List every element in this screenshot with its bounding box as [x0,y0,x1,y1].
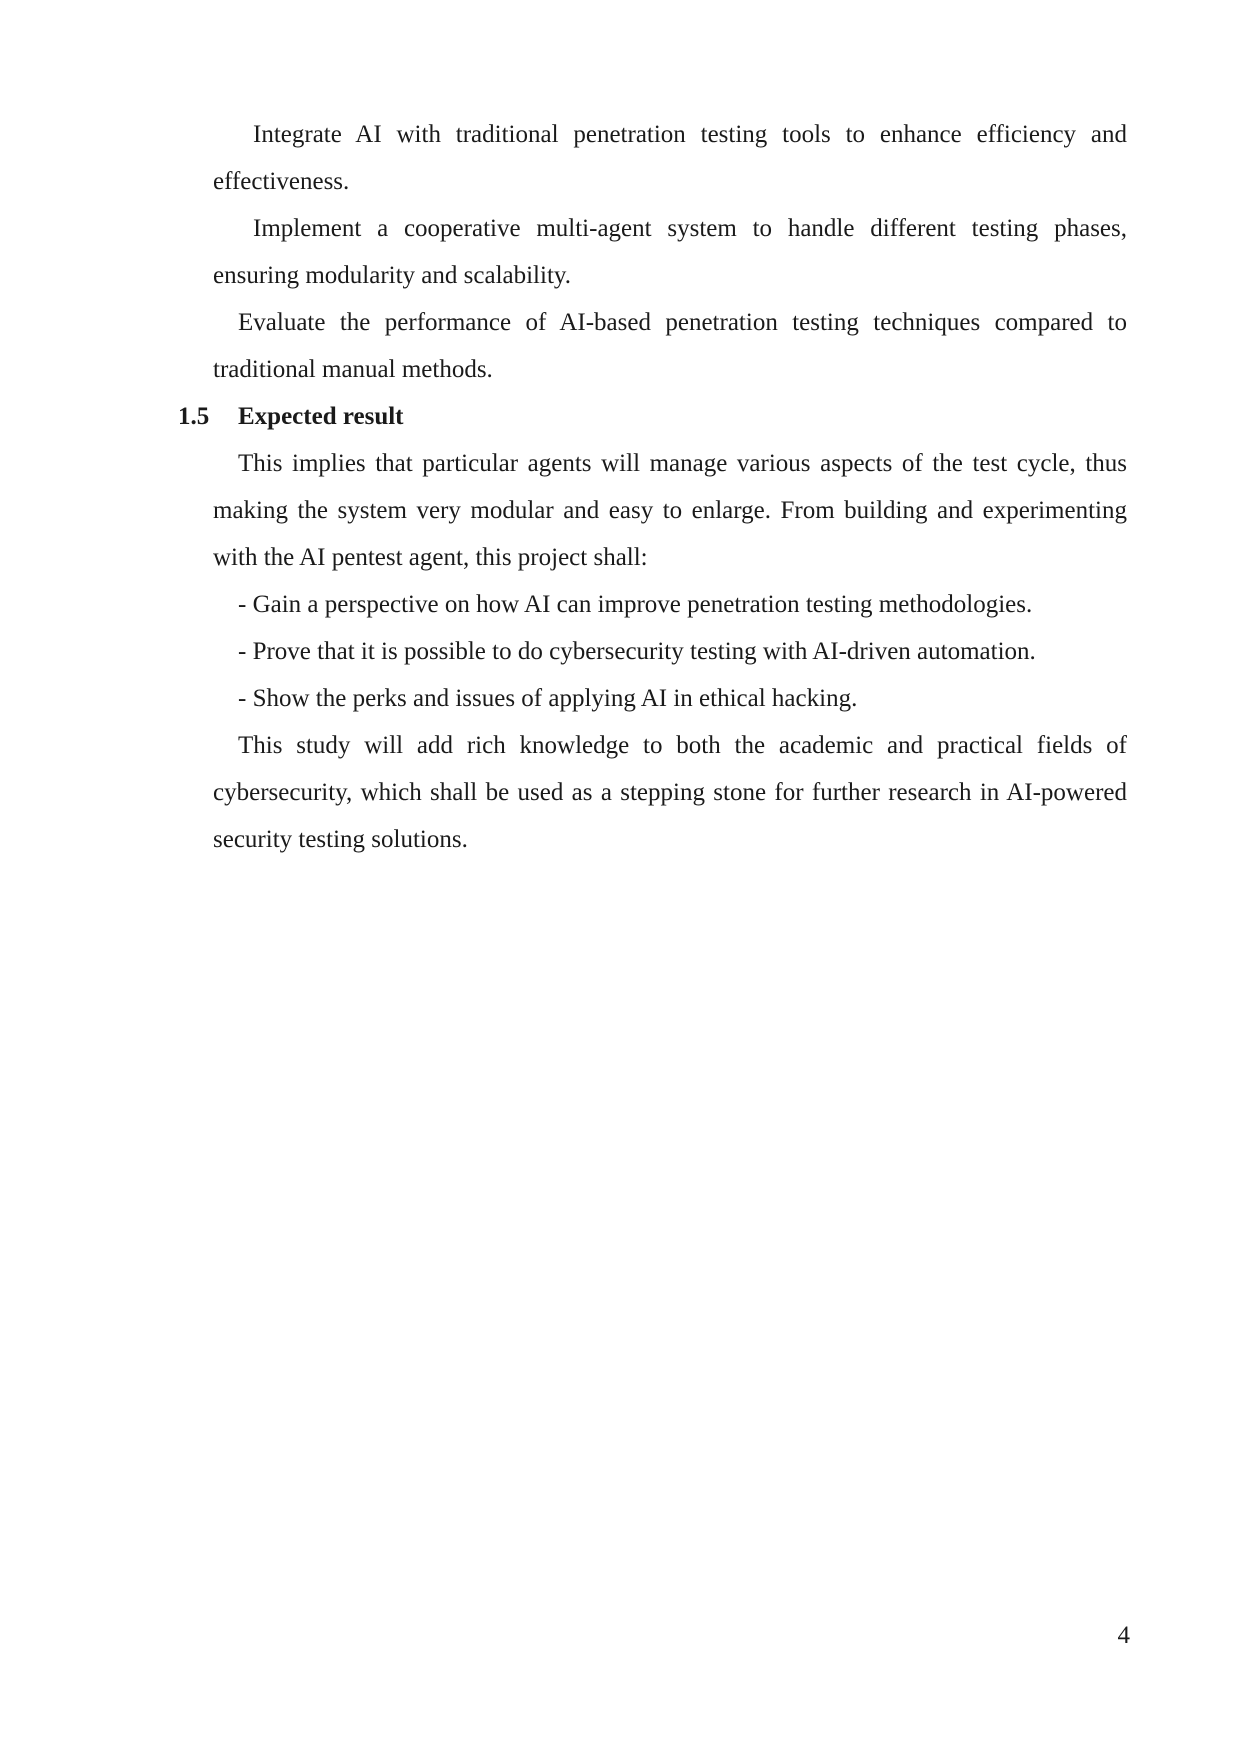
paragraph-objective-integrate: Integrate AI with traditional penetration testing tools to enhance efficiency and effectiveness. [213,121,1127,195]
paragraph-objective-multi-agent: Implement a cooperative multi-agent system to handle different testing phases, ensuring modularity and scalability. [213,215,1127,289]
list-item: - Show the perks and issues of applying AI in ethical hacking. [238,685,858,712]
section-heading [178,393,1127,440]
paragraph-conclusion: This study will add rich knowledge to both the academic and practical fields of cybersecurity, which shall be used as a stepping stone for further research in AI-powered security testing solutions. [213,732,1127,853]
page-body [178,111,1127,863]
list-item: - Prove that it is possible to do cybersecurity testing with AI-driven automation. [238,638,1036,665]
page-number: 4 [1117,1622,1130,1649]
section-title: Expected result [238,403,404,430]
section-number: 1.5 [178,403,210,430]
paragraph-intro: This implies that particular agents will manage various aspects of the test cycle, thus making the system very modular and easy to enlarge. From building and experimenting with the AI pentest agent, this project shall: [213,450,1127,571]
list-item: - Gain a perspective on how AI can improve penetration testing methodologies. [238,591,1033,618]
paragraph-objective-evaluate: Evaluate the performance of AI-based penetration testing techniques compared to traditional manual methods. [213,309,1127,383]
